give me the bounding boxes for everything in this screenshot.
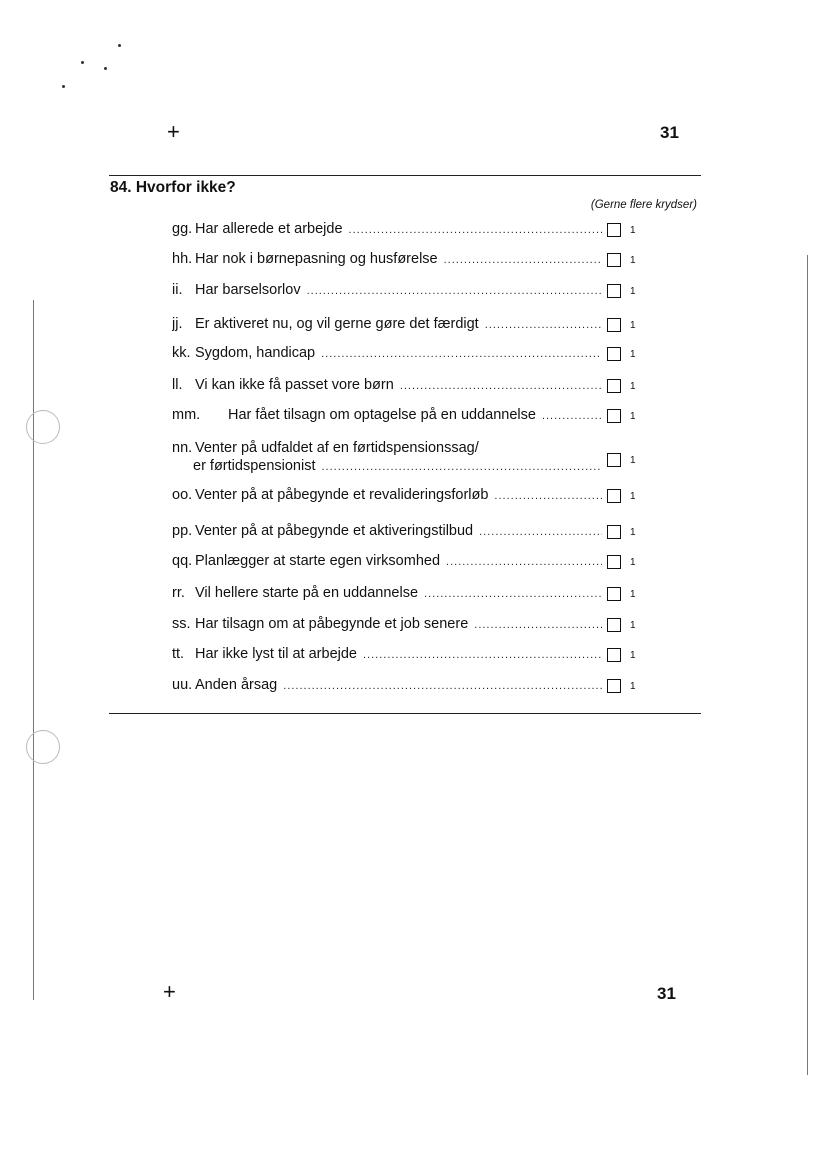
option-value: 1 [630, 557, 636, 568]
scan-speck [118, 44, 121, 47]
option-value: 1 [630, 527, 636, 538]
option-text: Har nok i børnepasning og husførelse [195, 251, 438, 267]
option-text: Vi kan ikke få passet vore børn [195, 377, 394, 393]
answer-option [172, 377, 642, 397]
option-value: 1 [630, 491, 636, 502]
option-value: 1 [630, 320, 636, 331]
page-number-bottom: 31 [657, 984, 676, 1003]
option-code: tt. [172, 646, 185, 662]
option-text: Planlægger at starte egen virksomhed [195, 553, 441, 569]
option-text: Har fået tilsagn om optagelse på en uddannelse [228, 407, 536, 423]
punch-hole-top [26, 410, 60, 444]
option-checkbox[interactable] [607, 679, 621, 693]
option-checkbox[interactable] [607, 618, 621, 632]
top-rule [109, 175, 701, 176]
option-checkbox[interactable] [607, 648, 621, 662]
option-code: qq. [172, 553, 193, 569]
option-checkbox[interactable] [607, 223, 621, 237]
answer-option [172, 440, 642, 480]
punch-hole-bottom [26, 730, 60, 764]
option-code: kk. [172, 345, 191, 361]
page-number-top: 31 [660, 123, 679, 142]
option-code: rr. [172, 585, 185, 601]
option-value: 1 [630, 681, 636, 692]
option-text: Er aktiveret nu, og vil gerne gøre det færdigt [195, 316, 479, 332]
option-checkbox[interactable] [607, 409, 621, 423]
answer-option [172, 487, 642, 507]
option-text: Vil hellere starte på en uddannelse [195, 585, 419, 601]
answer-option [172, 316, 642, 336]
answer-option [172, 407, 642, 427]
option-value: 1 [630, 286, 636, 297]
option-value: 1 [630, 589, 636, 600]
option-value: 1 [630, 411, 636, 422]
option-text: Venter på at påbegynde et aktiveringstilbud [195, 523, 474, 539]
option-code: ii. [172, 282, 183, 298]
answer-option [172, 553, 642, 573]
option-checkbox[interactable] [607, 525, 621, 539]
option-code: nn. [172, 440, 193, 456]
option-text: Sygdom, handicap [195, 345, 316, 361]
scan-speck [62, 85, 65, 88]
right-page-edge [807, 255, 808, 1075]
option-code: oo. [172, 487, 193, 503]
option-code: hh. [172, 251, 193, 267]
bottom-rule [109, 713, 701, 714]
option-checkbox[interactable] [607, 555, 621, 569]
option-code: ll. [172, 377, 183, 393]
option-checkbox[interactable] [607, 253, 621, 267]
option-text: Anden årsag [195, 677, 278, 693]
option-value: 1 [630, 255, 636, 266]
answer-option [172, 251, 642, 271]
answer-option [172, 585, 642, 605]
option-code: uu. [172, 677, 193, 693]
answer-option [172, 345, 642, 365]
option-code: gg. [172, 221, 193, 237]
option-code: pp. [172, 523, 193, 539]
answer-option [172, 282, 642, 302]
option-text: Har allerede et arbejde [195, 221, 343, 237]
question-instruction: (Gerne flere krydser) [590, 199, 697, 211]
option-checkbox[interactable] [607, 347, 621, 361]
option-checkbox[interactable] [607, 318, 621, 332]
option-checkbox[interactable] [607, 379, 621, 393]
option-value: 1 [630, 225, 636, 236]
registration-mark-top: + [167, 119, 180, 144]
option-checkbox[interactable] [607, 489, 621, 503]
option-text: Venter på udfaldet af en førtidspensionssag/ [195, 440, 479, 456]
scan-speck [81, 61, 84, 64]
option-value: 1 [630, 650, 636, 661]
left-page-edge [33, 300, 34, 1000]
answer-option [172, 677, 642, 697]
option-code: ss. [172, 616, 191, 632]
option-value: 1 [630, 620, 636, 631]
option-text-continued: er førtidspensionist [193, 458, 316, 474]
option-text: Har tilsagn om at påbegynde et job senere [195, 616, 469, 632]
option-value: 1 [630, 455, 636, 466]
option-text: Har ikke lyst til at arbejde [195, 646, 357, 662]
option-code: mm. [172, 407, 201, 423]
answer-option [172, 646, 642, 666]
answer-option [172, 221, 642, 241]
scan-speck [104, 67, 107, 70]
option-text: Har barselsorlov [195, 282, 301, 298]
option-value: 1 [630, 381, 636, 392]
option-checkbox[interactable] [607, 587, 621, 601]
answer-option [172, 616, 642, 636]
option-value: 1 [630, 349, 636, 360]
answer-option [172, 523, 642, 543]
option-checkbox[interactable] [607, 284, 621, 298]
option-code: jj. [172, 316, 183, 332]
registration-mark-bottom: + [163, 979, 176, 1004]
question-title: 84. Hvorfor ikke? [110, 179, 236, 196]
option-checkbox[interactable] [607, 453, 621, 467]
option-text: Venter på at påbegynde et revalideringsforløb [195, 487, 489, 503]
